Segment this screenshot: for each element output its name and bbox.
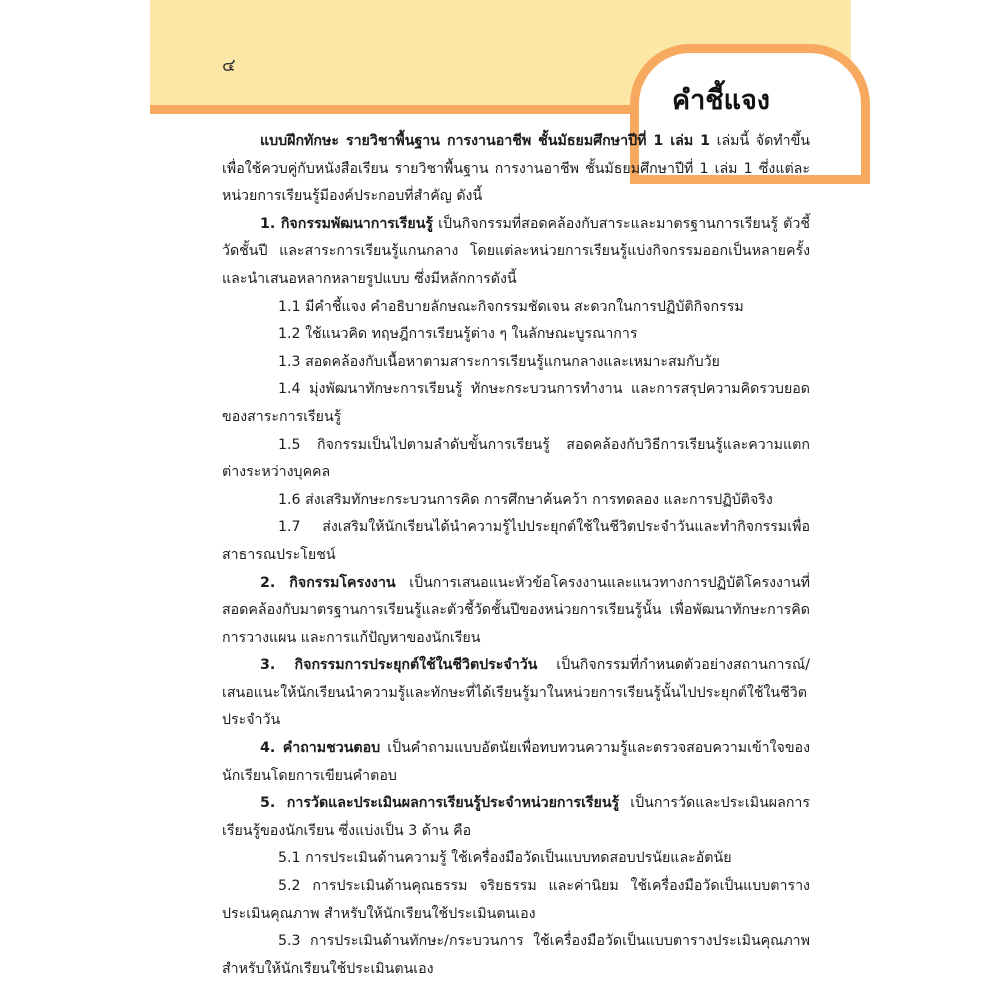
item-5-2: 5.2 การประเมินด้านคุณธรรม จริยธรรม และค่านิยม ใช้เครื่องมือวัดเป็นแบบตารางประเมินคุณภาพ สำหรับให้นักเรียนใช้ประเมินตนเอง bbox=[222, 878, 810, 922]
document-page bbox=[150, 0, 851, 1000]
item-1-1: 1.1 มีคำชี้แจง คำอธิบายลักษณะกิจกรรมชัดเจน สะดวกในการปฏิบัติกิจกรรม bbox=[278, 298, 744, 315]
item-1-3: 1.3 สอดคล้องกับเนื้อหาตามสาระการเรียนรู้แกนกลางและเหมาะสมกับวัย bbox=[278, 353, 720, 370]
section-3 bbox=[222, 652, 810, 735]
section-4-text: เป็นคำถามแบบอัตนัยเพื่อทบทวนความรู้และตรวจสอบความเข้าใจของนักเรียนโดยการเขียนคำตอบ bbox=[222, 740, 810, 784]
body-text bbox=[222, 128, 810, 983]
item-1-2: 1.2 ใช้แนวคิด ทฤษฎีการเรียนรู้ต่าง ๆ ในลักษณะบูรณาการ bbox=[278, 326, 638, 343]
section-5 bbox=[222, 790, 810, 845]
section-3-text: เป็นกิจกรรมที่กำหนดตัวอย่างสถานการณ์/เสนอแนะให้นักเรียนนำความรู้และทักษะที่ได้เรียนรู้มาในหน่วยการเรียนรู้นั้นไปประยุกต์ใช้ในชีวิตประจำวัน bbox=[222, 657, 810, 729]
intro-paragraph bbox=[222, 128, 810, 211]
item-5-1: 5.1 การประเมินด้านความรู้ ใช้เครื่องมือวัดเป็นแบบทดสอบปรนัยและอัตนัย bbox=[278, 850, 732, 867]
section-5-heading: 5. การวัดและประเมินผลการเรียนรู้ประจำหน่วยการเรียนรู้ bbox=[260, 795, 620, 812]
section-1-text: เป็นกิจกรรมที่สอดคล้องกับสาระและมาตรฐานการเรียนรู้ ตัวชี้วัดชั้นปี และสาระการเรียนรู้แกนกลาง โดยแต่ละหน่วยการเรียนรู้แบ่งกิจกรรมออกเป็นหลายครั้งและนำเสนอหลากหลายรูปแบบ ซึ่งมีหลักการดังนี้ bbox=[222, 215, 810, 287]
section-2-text: เป็นการเสนอแนะหัวข้อโครงงานและแนวทางการปฏิบัติโครงงานที่สอดคล้องกับมาตรฐานการเรียนรู้และตัวชี้วัดชั้นปีของหน่วยการเรียนรู้นั้น เพื่อพัฒนาทักษะการคิด การวางแผน และการแก้ปัญหาของนักเรียน bbox=[222, 574, 810, 646]
page-number: ๔ bbox=[222, 55, 236, 76]
section-2 bbox=[222, 570, 810, 653]
page-title: คำชี้แจง bbox=[672, 85, 770, 116]
section-1 bbox=[222, 211, 810, 294]
section-1-heading: 1. กิจกรรมพัฒนาการเรียนรู้ bbox=[260, 215, 434, 232]
intro-bold: แบบฝึกทักษะ รายวิชาพื้นฐาน การงานอาชีพ ชั้นมัธยมศึกษาปีที่ 1 เล่ม 1 bbox=[260, 133, 711, 149]
item-1-6: 1.6 ส่งเสริมทักษะกระบวนการคิด การศึกษาค้นคว้า การทดลอง และการปฏิบัติจริง bbox=[278, 491, 773, 508]
item-1-5: 1.5 กิจกรรมเป็นไปตามลำดับขั้นการเรียนรู้ สอดคล้องกับวิธีการเรียนรู้และความแตกต่างระหว่างบุคคล bbox=[222, 436, 810, 481]
section-4 bbox=[222, 735, 810, 790]
section-2-heading: 2. กิจกรรมโครงงาน bbox=[260, 574, 396, 591]
section-4-heading: 4. คำถามชวนตอบ bbox=[260, 740, 381, 757]
item-1-7: 1.7 ส่งเสริมให้นักเรียนได้นำความรู้ไปประยุกต์ใช้ในชีวิตประจำวันและทำกิจกรรมเพื่อสาธารณประโยชน์ bbox=[222, 519, 810, 563]
section-5-text: เป็นการวัดและประเมินผลการเรียนรู้ของนักเรียน ซึ่งแบ่งเป็น 3 ด้าน คือ bbox=[222, 795, 810, 839]
item-1-4: 1.4 มุ่งพัฒนาทักษะการเรียนรู้ ทักษะกระบวนการทำงาน และการสรุปความคิดรวบยอดของสาระการเรียนรู้ bbox=[222, 381, 810, 425]
item-5-3: 5.3 การประเมินด้านทักษะ/กระบวนการ ใช้เครื่องมือวัดเป็นแบบตารางประเมินคุณภาพสำหรับให้นักเรียนใช้ประเมินตนเอง bbox=[222, 933, 810, 977]
intro-text: เล่มนี้ จัดทำขึ้นเพื่อใช้ควบคู่กับหนังสือเรียน รายวิชาพื้นฐาน การงานอาชีพ ชั้นมัธยมศึกษาปีที่ 1 เล่ม 1 ซึ่งแต่ละหน่วยการเรียนรู้มีองค์ประกอบที่สำคัญ ดังนี้ bbox=[222, 133, 810, 205]
section-3-heading: 3. กิจกรรมการประยุกต์ใช้ในชีวิตประจำวัน bbox=[260, 657, 538, 674]
